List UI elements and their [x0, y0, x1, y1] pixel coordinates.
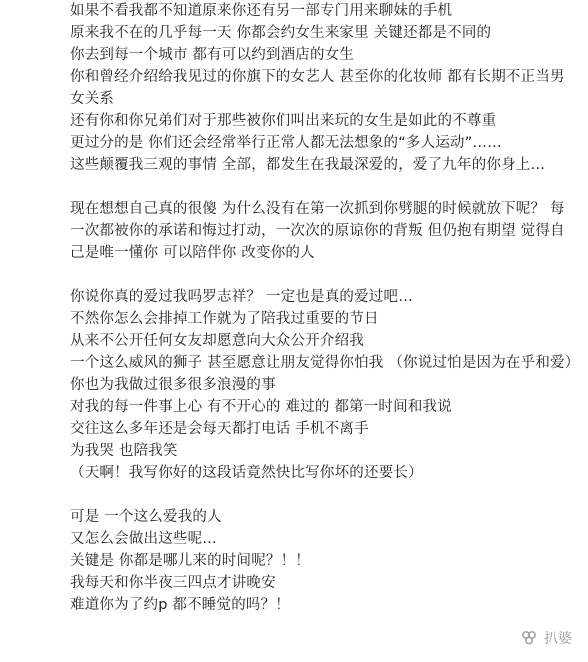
- text-line: 对我的每一件事上心 有不开心的 难过的 都第一时间和我说: [70, 399, 452, 415]
- watermark-text: 扒婆: [544, 631, 572, 647]
- text-line: 不然你怎么会排掉工作就为了陪我过重要的节日: [70, 311, 379, 327]
- text-line: 现在想想自己真的很傻 为什么没有在第一次抓到你劈腿的时候就放下呢？ 每一次都被你的承诺和悔过打动，一次次的原谅你的背叛 但仍抱有期望 觉得自己是唯一懂你 可以陪伴你 改变你的人: [70, 201, 565, 261]
- text-line: 原来我不在的几乎每一天 你都会约女生来家里 关键还都是不同的: [70, 25, 492, 41]
- text-line: 又怎么会做出这些呢…: [70, 531, 217, 547]
- text-line: 还有你和你兄弟们对于那些被你们叫出来玩的女生是如此的不尊重: [70, 113, 497, 129]
- paragraph-spacer: [70, 176, 570, 198]
- article-body: [70, 0, 580, 616]
- text-line: 从来不公开任何女友却愿意向大众公开介绍我: [70, 333, 364, 349]
- text-line: 你和曾经介绍给我见过的你旗下的女艺人 甚至你的化妆师 都有长期不正当男女关系: [70, 69, 565, 107]
- text-line: 关键是 你都是哪儿来的时间呢？！！: [70, 553, 311, 569]
- text-line: 你说你真的爱过我吗罗志祥？ 一定也是真的爱过吧…: [70, 289, 413, 305]
- text-line: 更过分的是 你们还会经常举行正常人都无法想象的“多人运动”……: [70, 135, 502, 151]
- text-line: 如果不看我都不知道原来你还有另一部专门用来聊妹的手机: [70, 3, 453, 19]
- text-line: （天啊！我写你好的这段话竟然快比写你坏的还要长）: [70, 465, 423, 481]
- text-line: 你去到每一个城市 都有可以约到酒店的女生: [70, 47, 355, 63]
- paragraph-2: [70, 198, 570, 264]
- paragraph-spacer: [70, 484, 570, 506]
- text-line: 这些颠覆我三观的事情 全部，都发生在我最深爱的，爱了九年的你身上…: [70, 157, 546, 173]
- text-line: 可是 一个这么爱我的人: [70, 509, 222, 525]
- paragraph-spacer: [70, 264, 570, 286]
- text-line: 难道你为了约p 都不睡觉的吗？！: [70, 597, 291, 613]
- paragraph-4: [70, 506, 570, 616]
- wechat-channel-icon: [519, 628, 539, 648]
- watermark: [519, 628, 572, 648]
- text-line: 我每天和你半夜三四点才讲晚安: [70, 575, 276, 591]
- text-line: 你也为我做过很多很多浪漫的事: [70, 377, 276, 393]
- text-line: 交往这么多年还是会每天都打电话 手机不离手: [70, 421, 369, 437]
- paragraph-1: [70, 0, 570, 176]
- text-line: 一个这么威风的狮子 甚至愿意让朋友觉得你怕我 （你说过怕是因为在乎和爱）: [70, 355, 580, 371]
- text-line: 为我哭 也陪我笑: [70, 443, 178, 459]
- paragraph-3: [70, 286, 580, 484]
